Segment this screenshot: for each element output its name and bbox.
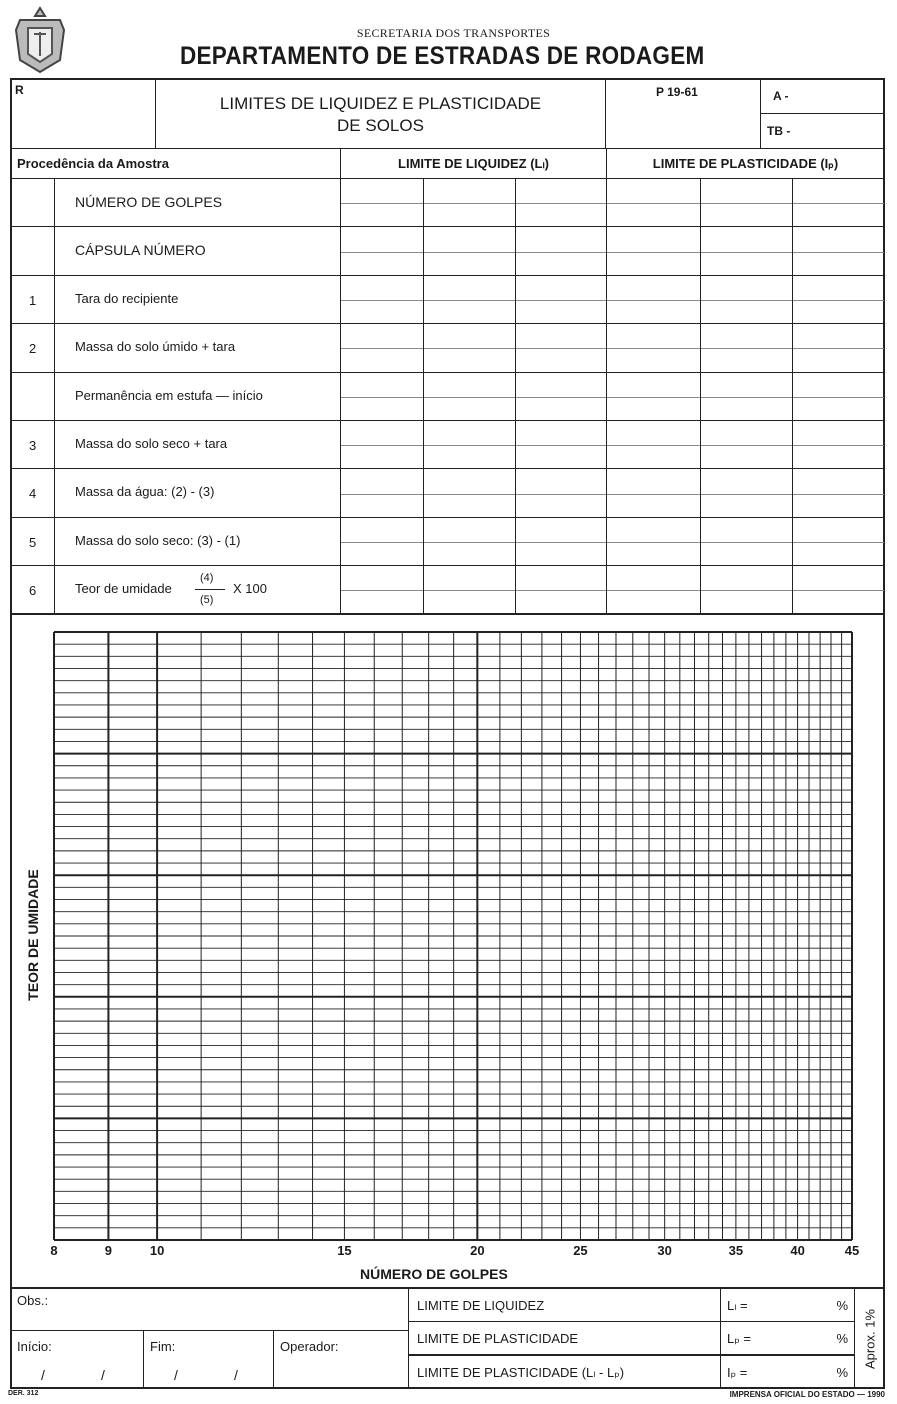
- row-number: 6: [29, 583, 37, 599]
- result-label-cell: [408, 1288, 721, 1322]
- result-unit: %: [836, 1331, 848, 1347]
- date-sep: /: [101, 1367, 105, 1383]
- row-label: NÚMERO DE GOLPES: [75, 194, 223, 210]
- date-sep: /: [41, 1367, 45, 1383]
- y-axis-label: TEOR DE UMIDADE: [25, 869, 41, 1001]
- result-label-cell: [408, 1321, 721, 1355]
- result-value-field[interactable]: [720, 1355, 855, 1389]
- department-title: DEPARTAMENTO DE ESTRADAS DE RODAGEM: [180, 42, 705, 70]
- row-number: 1: [29, 292, 37, 308]
- obs-label: Obs.:: [17, 1293, 49, 1308]
- inicio-field[interactable]: [10, 1330, 144, 1388]
- row-label: Tara do recipiente: [75, 290, 179, 306]
- ll-header-label: LIMITE DE LIQUIDEZ (Lₗ): [398, 156, 549, 171]
- lp-header-label: LIMITE DE PLASTICIDADE (Iₚ): [652, 156, 839, 171]
- form-code: P 19-61: [656, 85, 698, 99]
- result-symbol: Iₚ =: [727, 1364, 748, 1380]
- multiplier: X 100: [233, 581, 267, 597]
- row-label: Massa do solo seco: (3) - (1): [75, 532, 241, 548]
- x-tick-label: 30: [657, 1243, 672, 1258]
- x-tick-label: 35: [728, 1243, 744, 1258]
- result-value-field[interactable]: [720, 1288, 855, 1322]
- fim-label: Fim:: [150, 1339, 176, 1354]
- result-unit: %: [836, 1298, 848, 1313]
- procedencia-label: Procedência da Amostra: [17, 156, 169, 171]
- result-value-field[interactable]: [720, 1321, 855, 1355]
- obs-field[interactable]: [10, 1288, 409, 1331]
- fim-field[interactable]: [143, 1330, 274, 1388]
- fraction-numerator: (4): [200, 572, 214, 585]
- result-symbol: Lₚ =: [727, 1331, 752, 1347]
- row-number: 2: [29, 341, 37, 357]
- fraction-denominator: (5): [200, 594, 214, 607]
- printer-credit: IMPRENSA OFICIAL DO ESTADO — 1990: [729, 1390, 885, 1399]
- form-number: DER. 312: [8, 1390, 39, 1397]
- x-tick-label: 40: [790, 1243, 805, 1258]
- row-label: Teor de umidade: [75, 581, 172, 597]
- result-label: LIMITE DE LIQUIDEZ: [417, 1298, 545, 1313]
- row-label: CÁPSULA NÚMERO: [75, 242, 206, 259]
- row-number: 5: [29, 534, 37, 550]
- title-line2: DE SOLOS: [337, 116, 424, 135]
- x-tick-label: 15: [337, 1243, 352, 1258]
- a-label: A -: [773, 89, 789, 103]
- operador-label: Operador:: [280, 1339, 339, 1354]
- result-unit: %: [836, 1364, 848, 1380]
- date-sep: /: [234, 1367, 238, 1383]
- row-number: 4: [29, 486, 37, 502]
- row-label: Permanência em estufa — início: [75, 387, 263, 403]
- x-tick-label: 20: [470, 1243, 485, 1258]
- operador-field[interactable]: [273, 1330, 409, 1388]
- x-tick-label: 45: [844, 1243, 860, 1258]
- row-label: Massa da água: (2) - (3): [75, 484, 215, 500]
- result-label: LIMITE DE PLASTICIDADE: [417, 1331, 579, 1347]
- result-symbol: Lₗ =: [727, 1298, 748, 1313]
- secretaria-title: SECRETARIA DOS TRANSPORTES: [356, 26, 551, 40]
- x-tick-label: 8: [50, 1243, 58, 1258]
- row-label: Massa do solo seco + tara: [75, 436, 228, 451]
- aprox-cell: [854, 1288, 885, 1388]
- result-label: LIMITE DE PLASTICIDADE (Lₗ - Lₚ): [417, 1364, 625, 1380]
- row-number: 3: [29, 438, 37, 453]
- tb-label: TB -: [767, 124, 791, 138]
- row-label: Massa do solo úmido + tara: [75, 339, 236, 355]
- result-label-cell: [408, 1355, 721, 1389]
- x-axis-label: NÚMERO DE GOLPES: [360, 1266, 508, 1282]
- inicio-label: Início:: [17, 1339, 52, 1354]
- aprox-label: Aprox. 1%: [862, 1309, 878, 1369]
- r-label: R: [15, 83, 24, 97]
- title-line1: LIMITES DE LIQUIDEZ E PLASTICIDADE: [219, 94, 542, 113]
- date-sep: /: [174, 1367, 178, 1383]
- x-tick-label: 10: [149, 1243, 165, 1258]
- x-tick-label: 25: [573, 1243, 588, 1258]
- x-tick-label: 9: [104, 1243, 113, 1258]
